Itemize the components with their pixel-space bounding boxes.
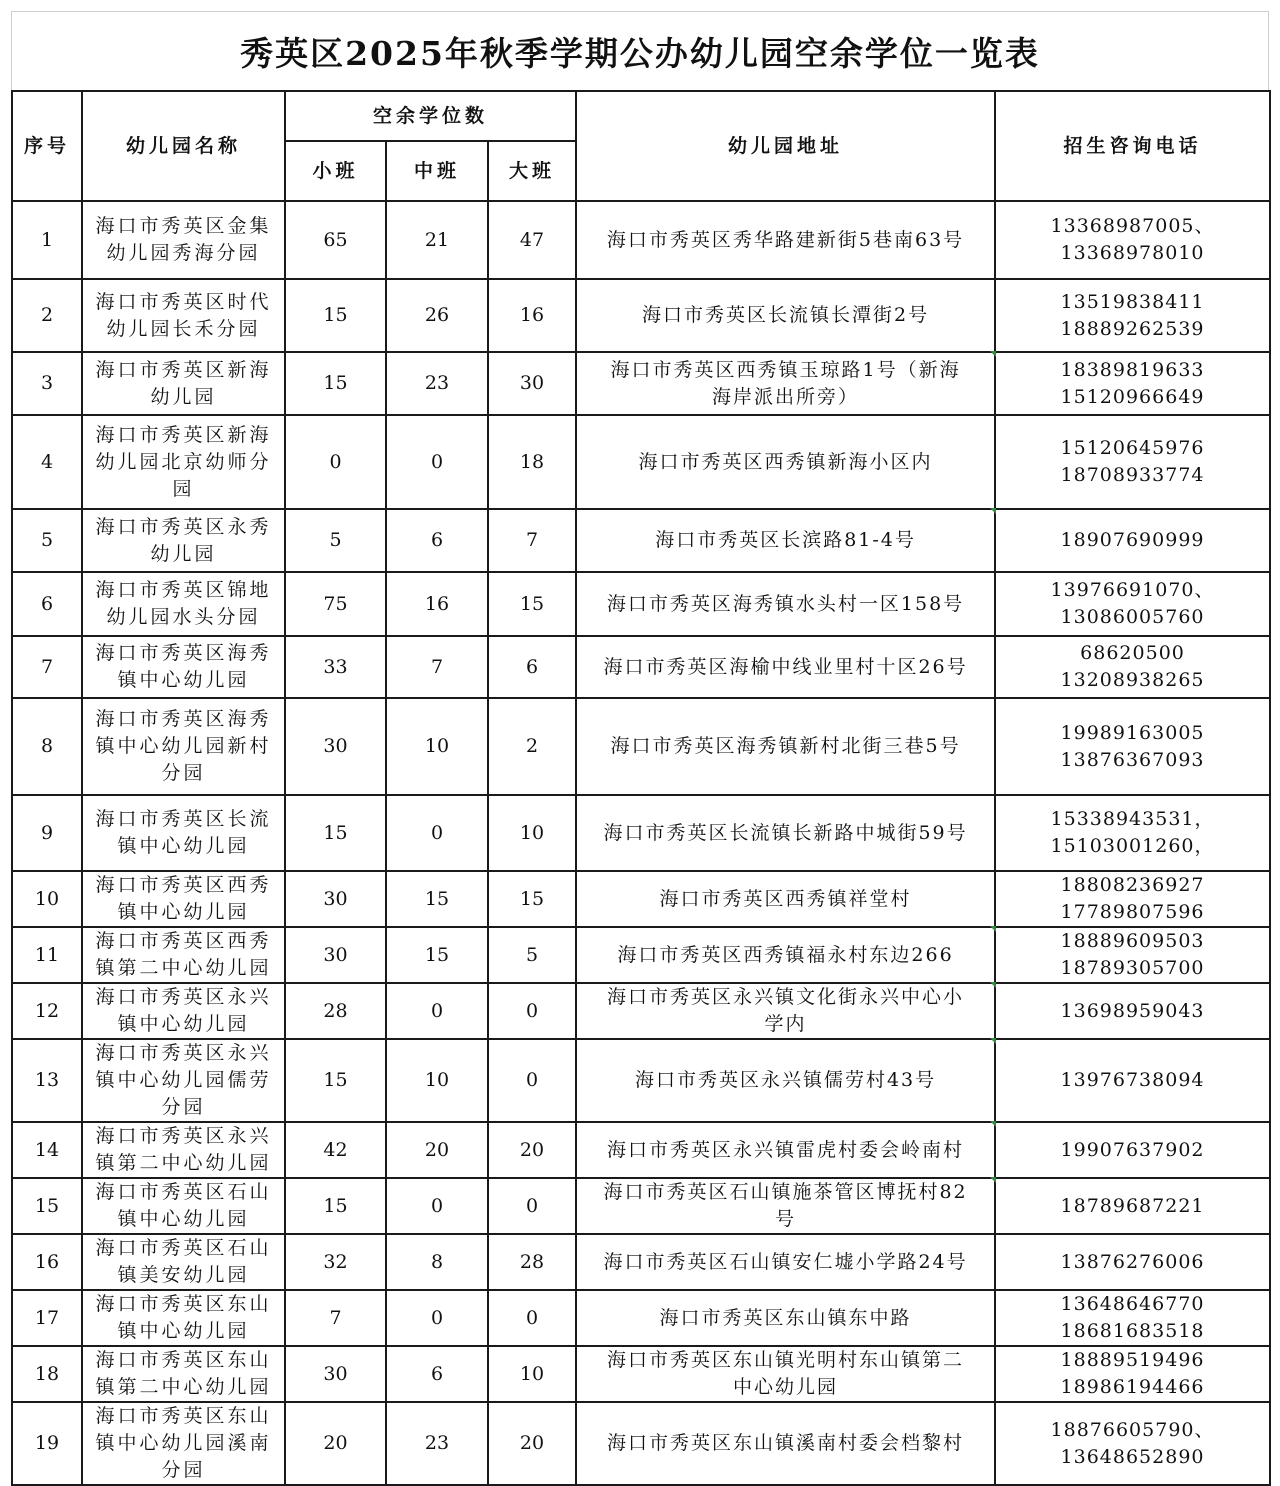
kindergarten-name-line: 镇中心幼儿园	[117, 1320, 250, 1342]
kindergarten-name-line: 镇美安幼儿园	[117, 1264, 250, 1286]
vacancy-middle: 6	[386, 509, 488, 572]
vacancy-large: 10	[488, 1346, 576, 1402]
enrollment-phone	[995, 871, 1270, 927]
header-phone: 招生咨询电话	[995, 91, 1270, 201]
enrollment-phone-line: 19907637902	[1060, 1138, 1205, 1161]
kindergarten-name	[82, 352, 285, 415]
row-number: 16	[12, 1234, 82, 1290]
kindergarten-name-line: 海口市秀英区东山	[95, 1349, 272, 1371]
enrollment-phone-line: 13086005760	[1060, 606, 1205, 628]
row-number: 14	[12, 1122, 82, 1178]
kindergarten-name	[82, 509, 285, 572]
kindergarten-name-line: 幼儿园水头分园	[106, 606, 261, 628]
vacancy-small: 28	[285, 983, 386, 1039]
enrollment-phone-line: 13368978010	[1060, 242, 1205, 264]
kindergarten-address	[576, 1122, 995, 1178]
kindergarten-name-line: 海口市秀英区西秀	[95, 874, 272, 896]
table-row	[12, 1346, 1270, 1402]
vacancy-small: 65	[285, 201, 386, 279]
vacancy-middle: 15	[386, 927, 488, 983]
table-row	[12, 1122, 1270, 1178]
row-number: 4	[12, 415, 82, 509]
vacancy-small: 30	[285, 1346, 386, 1402]
kindergarten-name-line: 幼儿园	[150, 385, 217, 408]
vacancy-middle: 15	[386, 871, 488, 927]
vacancy-small: 75	[285, 572, 386, 636]
enrollment-phone-line: 13208938265	[1060, 669, 1205, 691]
kindergarten-address-line: 海口市秀英区长流镇长潭街2号	[641, 304, 930, 326]
enrollment-phone-line: 18876605790、	[1050, 1418, 1215, 1441]
table-row	[12, 636, 1270, 698]
vacancy-large: 6	[488, 636, 576, 698]
vacancy-middle: 0	[386, 795, 488, 871]
kindergarten-name	[82, 1402, 285, 1485]
vacancy-small: 32	[285, 1234, 386, 1290]
header-no: 序号	[12, 91, 82, 201]
enrollment-phone-line: 18708933774	[1060, 464, 1205, 486]
kindergarten-name-line: 幼儿园长禾分园	[106, 317, 261, 340]
kindergarten-name	[82, 415, 285, 509]
kindergarten-address	[576, 871, 995, 927]
table-row	[12, 279, 1270, 352]
enrollment-phone-line: 18808236927	[1060, 874, 1205, 896]
kindergarten-name-line: 镇中心幼儿园	[117, 1208, 250, 1230]
vacancy-small: 33	[285, 636, 386, 698]
enrollment-phone-line: 18907690999	[1060, 529, 1205, 551]
kindergarten-address	[576, 201, 995, 279]
kindergarten-address-line: 海口市秀英区永兴镇儒劳村43号	[634, 1069, 937, 1091]
vacancy-small: 5	[285, 509, 386, 572]
kindergarten-address	[576, 415, 995, 509]
vacancy-large: 2	[488, 698, 576, 795]
vacancy-large: 18	[488, 415, 576, 509]
enrollment-phone-line: 13976738094	[1060, 1069, 1205, 1091]
kindergarten-name-line: 海口市秀英区海秀	[95, 642, 272, 664]
kindergarten-name-line: 海口市秀英区永兴	[95, 986, 272, 1008]
vacancy-table	[11, 90, 1271, 1486]
enrollment-phone-line: 15103001260，	[1050, 835, 1215, 857]
kindergarten-name-line: 海口市秀英区永兴	[95, 1042, 272, 1064]
enrollment-phone-line: 13976691070、	[1050, 579, 1215, 601]
enrollment-phone	[995, 983, 1270, 1039]
table-row	[12, 415, 1270, 509]
row-number: 1	[12, 201, 82, 279]
enrollment-phone	[995, 1290, 1270, 1346]
row-number: 13	[12, 1039, 82, 1122]
kindergarten-name-line: 幼儿园	[150, 542, 217, 565]
vacancy-large: 28	[488, 1234, 576, 1290]
vacancy-large: 10	[488, 795, 576, 871]
vacancy-small: 0	[285, 415, 386, 509]
header-vacancy: 空余学位数	[285, 91, 576, 141]
page-title: 秀英区2025年秋季学期公办幼儿园空余学位一览表	[240, 33, 1040, 73]
kindergarten-name-line: 镇第二中心幼儿园	[95, 1152, 272, 1174]
kindergarten-address-line: 海口市秀英区长滨路81-4号	[655, 529, 916, 551]
vacancy-small: 30	[285, 871, 386, 927]
table-row	[12, 509, 1270, 572]
kindergarten-name	[82, 795, 285, 871]
kindergarten-address-line: 中心幼儿园	[733, 1376, 839, 1398]
kindergarten-address-line: 海口市秀英区海秀镇水头村一区158号	[606, 592, 965, 615]
kindergarten-name-line: 海口市秀英区石山	[95, 1181, 272, 1203]
table-row	[12, 201, 1270, 279]
kindergarten-name	[82, 1290, 285, 1346]
row-number: 8	[12, 698, 82, 795]
vacancy-middle: 0	[386, 415, 488, 509]
kindergarten-name	[82, 636, 285, 698]
vacancy-middle: 21	[386, 201, 488, 279]
kindergarten-address-line: 海口市秀英区永兴镇雷虎村委会岭南村	[607, 1138, 965, 1161]
vacancy-large: 5	[488, 927, 576, 983]
row-number: 2	[12, 279, 82, 352]
vacancy-large: 16	[488, 279, 576, 352]
enrollment-phone-line: 19989163005	[1060, 721, 1205, 744]
kindergarten-address-line: 海岸派出所旁）	[712, 385, 860, 408]
kindergarten-address	[576, 1402, 995, 1485]
table-row	[12, 1402, 1270, 1485]
vacancy-small: 30	[285, 698, 386, 795]
kindergarten-name-line: 海口市秀英区海秀	[95, 708, 272, 730]
vacancy-large: 7	[488, 509, 576, 572]
vacancy-small: 15	[285, 352, 386, 415]
kindergarten-name-line: 镇中心幼儿园	[117, 835, 250, 857]
vacancy-middle: 16	[386, 572, 488, 636]
table-row	[12, 572, 1270, 636]
enrollment-phone-line: 17789807596	[1060, 901, 1205, 923]
vacancy-middle: 10	[386, 698, 488, 795]
kindergarten-address	[576, 352, 995, 415]
kindergarten-name-line: 海口市秀英区西秀	[95, 930, 272, 952]
vacancy-large: 0	[488, 1290, 576, 1346]
kindergarten-name-line: 分园	[161, 1459, 206, 1481]
table-row	[12, 871, 1270, 927]
kindergarten-address-line: 海口市秀英区海秀镇新村北街三巷5号	[610, 735, 961, 757]
kindergarten-name-line: 海口市秀英区永秀	[95, 515, 272, 538]
kindergarten-address	[576, 509, 995, 572]
kindergarten-address	[576, 927, 995, 983]
vacancy-large: 15	[488, 572, 576, 636]
kindergarten-name	[82, 1122, 285, 1178]
vacancy-small: 15	[285, 795, 386, 871]
enrollment-phone-line: 15120966649	[1060, 385, 1205, 408]
table-row	[12, 352, 1270, 415]
kindergarten-name-line: 海口市秀英区时代	[95, 290, 272, 313]
kindergarten-address	[576, 279, 995, 352]
kindergarten-name-line: 镇第二中心幼儿园	[95, 957, 272, 979]
kindergarten-name	[82, 871, 285, 927]
kindergarten-name-line: 园	[172, 477, 195, 500]
table-row	[12, 1039, 1270, 1122]
kindergarten-address-line: 海口市秀英区石山镇施茶管区博抚村82	[603, 1181, 968, 1203]
cell-comment-marker	[990, 1177, 996, 1183]
enrollment-phone-line: 13698959043	[1060, 999, 1205, 1022]
vacancy-middle: 6	[386, 1346, 488, 1402]
vacancy-middle: 26	[386, 279, 488, 352]
enrollment-phone	[995, 572, 1270, 636]
table-row	[12, 1234, 1270, 1290]
row-number: 3	[12, 352, 82, 415]
kindergarten-name	[82, 572, 285, 636]
header-small: 小班	[285, 141, 386, 201]
kindergarten-name	[82, 698, 285, 795]
kindergarten-address-line: 海口市秀英区西秀镇祥堂村	[659, 887, 912, 910]
vacancy-middle: 0	[386, 1290, 488, 1346]
kindergarten-address	[576, 795, 995, 871]
kindergarten-name-line: 镇中心幼儿园新村	[95, 735, 272, 757]
enrollment-phone	[995, 352, 1270, 415]
row-number: 9	[12, 795, 82, 871]
enrollment-phone-line: 13368987005、	[1050, 215, 1215, 237]
kindergarten-name-line: 镇中心幼儿园溪南	[95, 1432, 272, 1454]
enrollment-phone-line: 13876276006	[1060, 1250, 1205, 1273]
kindergarten-address	[576, 1039, 995, 1122]
enrollment-phone	[995, 1346, 1270, 1402]
kindergarten-address	[576, 1178, 995, 1234]
enrollment-phone-line: 13648652890	[1060, 1445, 1205, 1468]
kindergarten-name-line: 分园	[161, 762, 206, 784]
cell-comment-marker	[990, 508, 996, 514]
kindergarten-name	[82, 1178, 285, 1234]
row-number: 18	[12, 1346, 82, 1402]
row-number: 10	[12, 871, 82, 927]
enrollment-phone-line: 18681683518	[1060, 1320, 1205, 1342]
kindergarten-name-line: 幼儿园秀海分园	[106, 242, 261, 264]
vacancy-middle: 0	[386, 983, 488, 1039]
enrollment-phone-line: 18789305700	[1060, 957, 1205, 979]
row-number: 19	[12, 1402, 82, 1485]
table-row	[12, 795, 1270, 871]
kindergarten-address-line: 海口市秀英区秀华路建新街5巷南63号	[606, 228, 965, 251]
enrollment-phone	[995, 795, 1270, 871]
kindergarten-name-line: 海口市秀英区长流	[95, 808, 272, 830]
enrollment-phone	[995, 1039, 1270, 1122]
kindergarten-address-line: 海口市秀英区西秀镇新海小区内	[638, 450, 933, 473]
row-number: 15	[12, 1178, 82, 1234]
enrollment-phone	[995, 1402, 1270, 1485]
enrollment-phone	[995, 279, 1270, 352]
enrollment-phone-line: 15120645976	[1060, 437, 1205, 459]
vacancy-large: 0	[488, 1039, 576, 1122]
enrollment-phone-line: 18889609503	[1060, 930, 1205, 952]
enrollment-phone-line: 13648646770	[1060, 1293, 1205, 1315]
kindergarten-address-line: 海口市秀英区东山镇溪南村委会档黎村	[607, 1432, 965, 1454]
enrollment-phone	[995, 1234, 1270, 1290]
row-number: 6	[12, 572, 82, 636]
table-row	[12, 698, 1270, 795]
kindergarten-name-line: 海口市秀英区永兴	[95, 1125, 272, 1147]
kindergarten-address	[576, 636, 995, 698]
row-number: 7	[12, 636, 82, 698]
spreadsheet	[11, 11, 1269, 1486]
kindergarten-address	[576, 698, 995, 795]
cell-comment-marker	[990, 351, 996, 357]
kindergarten-address-line: 海口市秀英区石山镇安仁墟小学路24号	[603, 1250, 968, 1273]
kindergarten-address	[576, 1234, 995, 1290]
cell-comment-marker	[990, 1121, 996, 1127]
vacancy-small: 15	[285, 1039, 386, 1122]
header-address: 幼儿园地址	[576, 91, 995, 201]
kindergarten-name-line: 海口市秀英区东山	[95, 1293, 272, 1315]
kindergarten-address	[576, 572, 995, 636]
kindergarten-address-line: 海口市秀英区永兴镇文化街永兴中心小	[607, 986, 965, 1008]
enrollment-phone	[995, 201, 1270, 279]
row-number: 11	[12, 927, 82, 983]
enrollment-phone-line: 18986194466	[1060, 1376, 1205, 1398]
kindergarten-address-line: 海口市秀英区西秀镇玉琼路1号（新海	[610, 358, 961, 381]
enrollment-phone	[995, 636, 1270, 698]
enrollment-phone	[995, 509, 1270, 572]
kindergarten-name-line: 海口市秀英区锦地	[95, 579, 272, 601]
table-row	[12, 927, 1270, 983]
vacancy-middle: 7	[386, 636, 488, 698]
cell-comment-marker	[990, 1038, 996, 1044]
enrollment-phone-line: 18789687221	[1060, 1194, 1205, 1217]
header-middle: 中班	[386, 141, 488, 201]
kindergarten-name-line: 镇中心幼儿园	[117, 669, 250, 691]
kindergarten-address	[576, 1290, 995, 1346]
kindergarten-name	[82, 927, 285, 983]
vacancy-large: 0	[488, 1178, 576, 1234]
kindergarten-name-line: 镇中心幼儿园儒劳	[95, 1069, 272, 1091]
kindergarten-address	[576, 1346, 995, 1402]
kindergarten-name	[82, 1346, 285, 1402]
kindergarten-address-line: 号	[775, 1208, 797, 1230]
vacancy-middle: 23	[386, 352, 488, 415]
vacancy-small: 15	[285, 279, 386, 352]
vacancy-large: 15	[488, 871, 576, 927]
kindergarten-name-line: 海口市秀英区石山	[95, 1237, 272, 1259]
kindergarten-name	[82, 983, 285, 1039]
kindergarten-name-line: 镇中心幼儿园	[117, 901, 250, 923]
cell-comment-marker	[990, 982, 996, 988]
enrollment-phone	[995, 1122, 1270, 1178]
enrollment-phone-line: 68620500	[1080, 642, 1185, 664]
title-cell	[11, 11, 1269, 90]
enrollment-phone	[995, 698, 1270, 795]
vacancy-large: 20	[488, 1402, 576, 1485]
kindergarten-address-line: 海口市秀英区东山镇光明村东山镇第二	[607, 1349, 965, 1371]
kindergarten-name	[82, 1039, 285, 1122]
kindergarten-name-line: 镇中心幼儿园	[117, 1013, 250, 1035]
enrollment-phone-line: 18389819633	[1060, 358, 1205, 381]
header-large: 大班	[488, 141, 576, 201]
table-row	[12, 1290, 1270, 1346]
kindergarten-name-line: 海口市秀英区金集	[95, 215, 272, 237]
enrollment-phone	[995, 1178, 1270, 1234]
cell-comment-marker	[990, 926, 996, 932]
vacancy-small: 15	[285, 1178, 386, 1234]
vacancy-small: 30	[285, 927, 386, 983]
vacancy-small: 7	[285, 1290, 386, 1346]
kindergarten-name	[82, 279, 285, 352]
vacancy-large: 20	[488, 1122, 576, 1178]
header-name: 幼儿园名称	[82, 91, 285, 201]
enrollment-phone	[995, 927, 1270, 983]
enrollment-phone-line: 15338943531，	[1050, 808, 1215, 830]
kindergarten-address-line: 学内	[764, 1013, 807, 1035]
enrollment-phone	[995, 415, 1270, 509]
row-number: 5	[12, 509, 82, 572]
vacancy-small: 42	[285, 1122, 386, 1178]
vacancy-middle: 8	[386, 1234, 488, 1290]
kindergarten-address-line: 海口市秀英区长流镇长新路中城街59号	[603, 821, 968, 844]
vacancy-middle: 0	[386, 1178, 488, 1234]
vacancy-large: 47	[488, 201, 576, 279]
enrollment-phone-line: 18889519496	[1060, 1349, 1205, 1371]
row-number: 17	[12, 1290, 82, 1346]
row-number: 12	[12, 983, 82, 1039]
vacancy-small: 20	[285, 1402, 386, 1485]
kindergarten-name-line: 镇第二中心幼儿园	[95, 1376, 272, 1398]
table-row	[12, 983, 1270, 1039]
kindergarten-address-line: 海口市秀英区东山镇东中路	[659, 1306, 912, 1329]
kindergarten-name-line: 海口市秀英区新海	[95, 358, 272, 381]
kindergarten-address-line: 海口市秀英区海榆中线业里村十区26号	[603, 655, 968, 678]
kindergarten-name-line: 分园	[161, 1096, 206, 1118]
kindergarten-name-line: 幼儿园北京幼师分	[95, 450, 272, 473]
kindergarten-name-line: 海口市秀英区东山	[95, 1405, 272, 1427]
kindergarten-address	[576, 983, 995, 1039]
kindergarten-address-line: 海口市秀英区西秀镇福永村东边266	[617, 943, 954, 966]
kindergarten-name	[82, 201, 285, 279]
vacancy-large: 0	[488, 983, 576, 1039]
vacancy-middle: 23	[386, 1402, 488, 1485]
table-row	[12, 1178, 1270, 1234]
kindergarten-name-line: 海口市秀英区新海	[95, 423, 272, 446]
vacancy-large: 30	[488, 352, 576, 415]
vacancy-middle: 20	[386, 1122, 488, 1178]
enrollment-phone-line: 13519838411	[1060, 290, 1205, 313]
kindergarten-name	[82, 1234, 285, 1290]
enrollment-phone-line: 18889262539	[1060, 317, 1205, 340]
enrollment-phone-line: 13876367093	[1060, 748, 1205, 771]
vacancy-middle: 10	[386, 1039, 488, 1122]
